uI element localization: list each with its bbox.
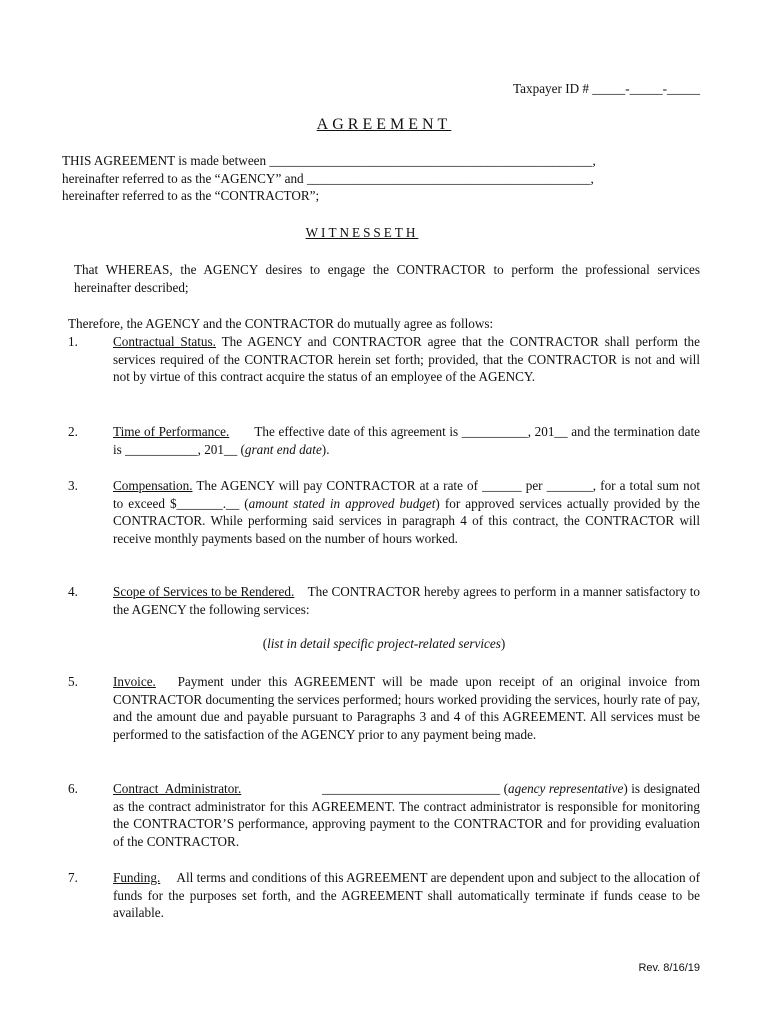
clause-heading: Scope of Services to be Rendered. bbox=[113, 584, 295, 599]
clause-italic-note: grant end date bbox=[244, 441, 322, 457]
witnesseth-heading: WITNESSETH bbox=[305, 225, 419, 240]
clause-number: 7. bbox=[68, 870, 78, 885]
clause-blank: ___________________________ ( bbox=[241, 781, 509, 796]
clause-text: The AGENCY and CONTRACTOR agree that the CONTRACTOR shall perform the services required of the CONTRACTOR herein set forth; provided, that the CONTRACTOR is not and will not by virtue of this contract acquire the status of an employee of the AGENCY. bbox=[113, 334, 700, 384]
clause-number: 1. bbox=[68, 334, 78, 349]
clause-heading: Time of Performance. bbox=[113, 424, 230, 439]
clause-heading: Contractual Status. bbox=[113, 334, 216, 349]
clause-text-end: ). bbox=[321, 441, 330, 457]
clause-body bbox=[113, 477, 700, 547]
revision-date: Rev. 8/16/19 bbox=[638, 962, 700, 974]
parties-line-contractor-blank: hereinafter referred to as the “AGENCY” and ___________________________________________, bbox=[62, 170, 594, 186]
clause-text: The effective date of this agreement is __________, 201__ and the termination date is ___________, 201__ ( bbox=[113, 424, 704, 457]
therefore-paragraph: Therefore, the AGENCY and the CONTRACTOR do mutually agree as follows: bbox=[68, 316, 494, 331]
clause-text: The AGENCY will pay CONTRACTOR at a rate of ______ per _______, for a total sum not to exceed $_______.__ ( bbox=[113, 478, 700, 511]
document-title: AGREEMENT bbox=[316, 116, 452, 133]
clause-body bbox=[113, 673, 704, 743]
whereas-paragraph: That WHEREAS, the AGENCY desires to engage the CONTRACTOR to perform the professional services hereinafter described; bbox=[74, 262, 700, 295]
clause-body bbox=[113, 333, 700, 386]
clause-italic-note: amount stated in approved budget bbox=[248, 495, 436, 511]
clause-heading: Compensation. bbox=[113, 478, 193, 493]
clause-text: The CONTRACTOR hereby agrees to perform in a manner satisfactory to the AGENCY the following services: bbox=[113, 584, 704, 617]
clause-2 bbox=[68, 423, 704, 458]
clause-body bbox=[113, 869, 704, 922]
clause-1 bbox=[68, 333, 700, 386]
clause-4 bbox=[68, 583, 704, 618]
clause-body bbox=[113, 780, 700, 850]
clause-italic-note: agency representative bbox=[508, 781, 624, 796]
clause-heading: Funding. bbox=[113, 870, 161, 885]
taxpayer-id-line: Taxpayer ID # _____-_____-_____ bbox=[513, 81, 700, 96]
clause-text: ) is designated as the contract administrator for this AGREEMENT. The contract administrator is responsible for monitoring the CONTRACTOR’S performance, approving payment to the CONTRACTOR and for providing evaluation of the CONTRACTOR. bbox=[113, 781, 700, 849]
clause-text: Payment under this AGREEMENT will be made upon receipt of an original invoice from CONTRACTOR documenting the services performed; hours worked providing the services, hourly rate of pay, and the amount due and payable pursuant to Paragraphs 3 and 4 of this AGREEMENT. All services must be performed to the satisfaction of the AGENCY prior to any payment being made. bbox=[113, 674, 704, 742]
clause-number: 5. bbox=[68, 674, 78, 689]
clause-6 bbox=[68, 780, 700, 850]
services-list-note-text: list in detail specific project-related services bbox=[267, 636, 501, 651]
clause-number: 6. bbox=[68, 781, 78, 796]
paren-close: ) bbox=[500, 636, 506, 651]
clause-number: 2. bbox=[68, 424, 78, 439]
parties-line-agency-blank: THIS AGREEMENT is made between _________________________________________________, bbox=[62, 153, 596, 168]
parties-block bbox=[62, 152, 702, 205]
clause-body bbox=[113, 583, 704, 618]
clause-7 bbox=[68, 869, 704, 922]
clause-3 bbox=[68, 477, 700, 547]
services-list-note bbox=[0, 635, 768, 653]
clause-heading: Invoice. bbox=[113, 674, 156, 689]
parties-line-contractor-ref: hereinafter referred to as the “CONTRACTOR”; bbox=[62, 188, 320, 203]
clause-text: All terms and conditions of this AGREEMENT are dependent upon and subject to the allocation of funds for the purposes set forth, and the AGREEMENT shall automatically terminate if funds cease to be available. bbox=[113, 870, 704, 920]
clause-number: 4. bbox=[68, 584, 78, 599]
paren-open: ( bbox=[262, 636, 268, 651]
clause-text-end: ) for approved services actually provided by the CONTRACTOR. While performing said services in paragraph 4 of this contract, the CONTRACTOR will receive monthly payments based on the number of hours worked. bbox=[113, 495, 701, 546]
clause-number: 3. bbox=[68, 478, 78, 493]
clause-body bbox=[113, 423, 704, 458]
clause-heading: Contract Administrator. bbox=[113, 781, 242, 796]
clause-5 bbox=[68, 673, 704, 743]
